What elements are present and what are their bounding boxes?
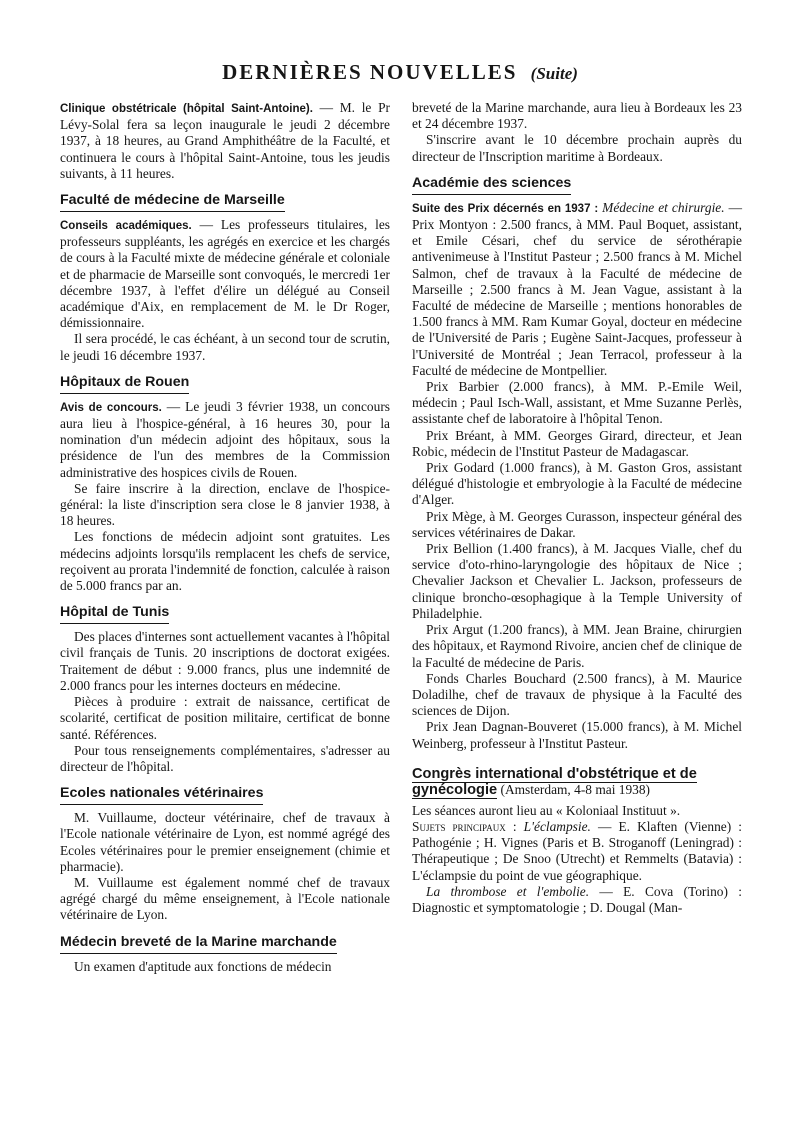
academie-paragraph-6: Prix Bellion (1.400 francs), à M. Jacques Vialle, chef du service d'oto-rhino-laryngologie des hôpitaux de Nice ; Chevalier Jackson et Chevalier L. Jackson, professeurs de clinique broncho-œsophagique à la Temple University of Philadelphie. [412,541,742,621]
rouen-paragraph-3: Les fonctions de médecin adjoint sont gratuites. Les médecins adjoints lorsqu'ils remplacent les chefs de service, reçoivent au prorata l'indemnité de fonction, calculée à raison de 5.000 francs par an. [60,529,390,594]
academie-paragraph-2: Prix Barbier (2.000 francs), à MM. P.-Emile Weil, médecin ; Paul Isch-Wall, assistant, et Mme Suzanne Perlès, assistante chef de laboratoire à l'hôpital Tenon. [412,379,742,427]
congres-title-sub: (Amsterdam, 4-8 mai 1938) [497,781,650,797]
section-title-rouen: Hôpitaux de Rouen [60,374,189,394]
academie-paragraph-1 [412,200,742,379]
right-column [412,100,742,916]
congres-paragraph-1: Les séances auront lieu au « Koloniaal Instituut ». [412,802,681,818]
veto-paragraph-2: M. Vuillaume est également nommé chef de travaux agrégé chargé du même enseignement, à l'Ecole nationale vétérinaire de Lyon. [60,874,390,923]
marine-cont-paragraph-1: breveté de la Marine marchande, aura lieu à Bordeaux les 23 et 24 décembre 1937. [412,100,742,132]
academie-text-1: — Prix Montyon : 2.500 francs, à MM. Paul Boquet, assistant, et Emile Césari, chef du service de sérothérapie antivenimeuse à l'Institut Pasteur ; 2.500 francs à M. Michel Salmon, chef de travaux à la Faculté de médecine de Marseille ; 2.500 francs à M. Jean Vague, assistant à la Faculté de médecine de Marseille ; mentions honorables de 1.500 francs à MM. Ram Kumar Goyal, docteur en médecine de l'Université de Paris ; Eugène Saint-Jacques, professeur à l'Université de Montréal ; Jean Terracol, professeur à la Faculté de médecine de Montpellier. [412,199,742,378]
veto-paragraph-1: M. Vuillaume, docteur vétérinaire, chef de travaux à l'Ecole nationale vétérinaire de Lyon, est nommé agrégé des Ecoles vétérinaires pour le premier enseignement (chimie et pharmacie). [60,810,390,874]
congres-paragraph-2 [412,819,742,884]
congres-paragraph-3 [412,884,742,916]
marine-cont-paragraph-2: S'inscrire avant le 10 décembre prochain auprès du directeur de l'Inscription maritime à Bordeaux. [412,132,742,164]
rouen-lead: Avis de concours. [60,401,162,414]
rouen-paragraph-1 [60,399,390,481]
congres-title-line-1: Congrès international d'obstétrique et de [412,765,697,782]
section-title-marseille: Faculté de médecine de Marseille [60,192,285,212]
tunis-paragraph-2: Pièces à produire : extrait de naissance, certificat de scolarité, certificat de position militaire, certificat de bonne santé. Références. [60,694,390,742]
page-title-text: DERNIÈRES NOUVELLES [222,60,518,84]
section-title-tunis: Hôpital de Tunis [60,604,169,624]
section-title-marine: Médecin breveté de la Marine marchande [60,934,337,954]
academie-lead-italic: Médecine et chirurgie. [598,199,725,215]
congres-text-3: — E. Cova (Torino) : Diagnostic et symptomatologie ; D. Dougal (Man- [412,883,742,915]
academie-paragraph-9: Prix Jean Dagnan-Bouveret (15.000 francs), à M. Michel Weinberg, professeur à l'Institut Pasteur. [412,719,742,751]
obst-lead: Clinique obstétricale (hôpital Saint-Antoine). [60,103,313,115]
obst-text: — M. le Pr Lévy-Solal fera sa leçon inaugurale le jeudi 2 décembre 1937, à 18 heures, au Grand Amphithéâtre de la Faculté, et continuera le cours à l'hôpital Saint-Antoine, tous les jeudis suivants, à 11 heures. [60,100,390,181]
academie-paragraph-3: Prix Bréant, à MM. Georges Girard, directeur, et Jean Robic, médecin de l'Institut Pasteur de Madagascar. [412,427,742,459]
section-title-academie: Académie des sciences [412,175,571,195]
marseille-text-1: — Les professeurs titulaires, les professeurs suppléants, les agrégés en exercice et les chargés de cours à la Faculté mixte de médecine générale et coloniale et de pharmacie de Marseille sont convoqués, le mercredi 1er décembre 1937, à l'effet d'élire un délégué au Conseil académique d'Aix, en remplacement de M. le Dr Roger, démissionnaire. [60,217,390,331]
rouen-text-1: — Le jeudi 3 février 1938, un concours aura lieu à l'hospice-général, à 16 heures 30, pour la nomination d'un médecin adjoint des hôpitaux, sous la présidence de l'un des membres de la Commission administrative des hospices civils de Rouen. [60,398,390,480]
academie-lead: Suite des Prix décernés en 1937 : [412,202,599,215]
academie-paragraph-7: Prix Argut (1.200 francs), à MM. Jean Braine, chirurgien des hôpitaux, et Raymond Rivoire, ancien chef de clinique de la Faculté de médecine de Paris. [412,622,742,670]
section-title-congres [412,766,742,801]
marseille-paragraph-1 [60,217,390,331]
congres-title-line-2: gynécologie [412,781,498,798]
academie-paragraph-8: Fonds Charles Bouchard (2.500 francs), à M. Maurice Doladilhe, chef de travaux de physique à la Faculté des sciences de Dijon. [412,670,742,719]
academie-paragraph-5: Prix Mège, à M. Georges Curasson, inspecteur général des services vétérinaires de Dakar. [412,508,742,540]
obst-paragraph [60,100,390,182]
left-column [60,100,390,975]
section-title-veterinaires: Ecoles nationales vétérinaires [60,785,263,805]
marseille-paragraph-2: Il sera procédé, le cas échéant, à un second tour de scrutin, le jeudi 16 décembre 1937. [60,331,390,363]
congres-lead-italic: L'éclampsie. [516,818,591,834]
page-title [0,60,800,85]
tunis-paragraph-3: Pour tous renseignements complémentaires, s'adresser au directeur de l'hôpital. [60,742,390,774]
congres-text-2: — E. Klaften (Vienne) : Pathogénie ; H. Vignes (Paris et B. Stroganoff (Leningrad) : Thérapeutique ; De Snoo (Utrecht) et Remmelts (Batavia) : L'éclampsie du point de vue géographique. [412,818,742,883]
academie-paragraph-4: Prix Godard (1.000 francs), à M. Gaston Gros, assistant délégué d'histologie et embryologie à la Faculté de médecine d'Alger. [412,460,742,508]
marseille-lead: Conseils académiques. [60,220,192,233]
marine-paragraph-1: Un examen d'aptitude aux fonctions de médecin [74,958,332,974]
congres-lead: Sujets principaux : [412,818,517,834]
page-title-suite: (Suite) [530,64,578,83]
congres-italic-3: La thrombose et l'embolie. [426,883,590,899]
tunis-paragraph-1: Des places d'internes sont actuellement vacantes à l'hôpital civil français de Tunis. 20 inscriptions de doctorat exigées. Traitement de début : 9.000 francs, plus une indemnité de 2.000 francs pour les internes docteurs en médecine. [60,629,390,693]
rouen-paragraph-2: Se faire inscrire à la direction, enclave de l'hospice-général: la liste d'inscription sera close le 8 janvier 1938, à 18 heures. [60,480,390,529]
